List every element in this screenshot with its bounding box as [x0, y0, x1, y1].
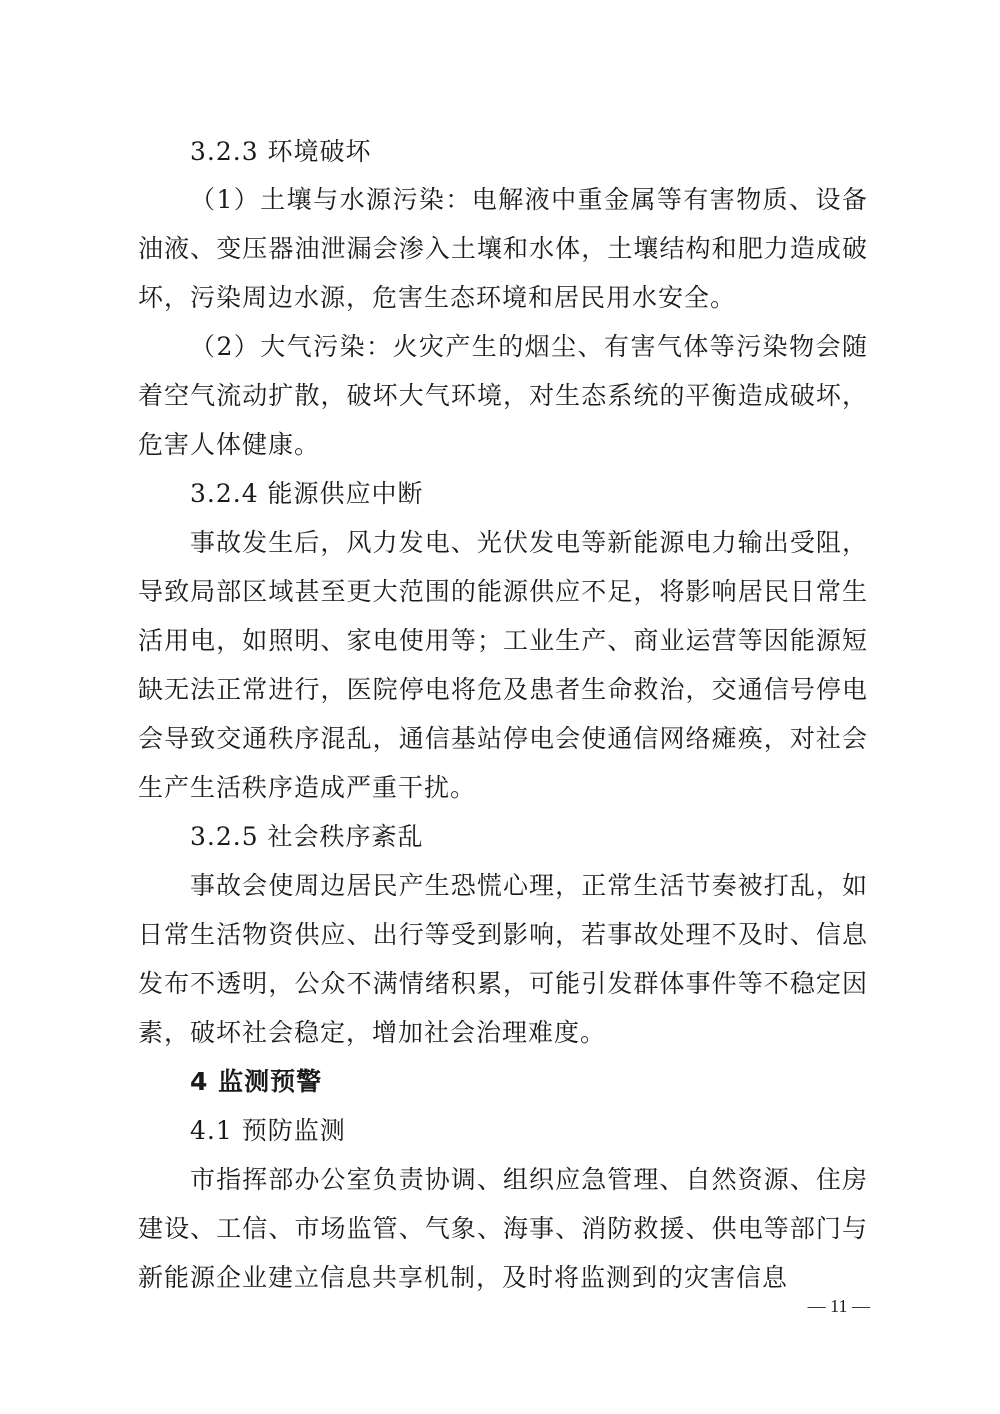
paragraph-soil-water-pollution: （1）土壤与水源污染：电解液中重金属等有害物质、设备油液、变压器油泄漏会渗入土壤和水体，土壤结构和肥力造成破坏，污染周边水源，危害生态环境和居民用水安全。	[138, 185, 868, 312]
paragraph-prevention-monitoring: 市指挥部办公室负责协调、组织应急管理、自然资源、住房建设、工信、市场监管、气象、海事、消防救援、供电等部门与新能源企业建立信息共享机制，及时将监测到的灾害信息	[138, 1165, 868, 1292]
section-heading-3-2-5: 3.2.5 社会秩序紊乱	[190, 822, 424, 851]
section-heading-4-1: 4.1 预防监测	[190, 1116, 346, 1145]
paragraph-social-order-disorder: 事故会使周边居民产生恐慌心理，正常生活节奏被打乱，如日常生活物资供应、出行等受到影响，若事故处理不及时、信息发布不透明，公众不满情绪积累，可能引发群体事件等不稳定因素，破坏社会稳定，增加社会治理难度。	[138, 871, 868, 1047]
paragraph-energy-supply-interruption: 事故发生后，风力发电、光伏发电等新能源电力输出受阻，导致局部区域甚至更大范围的能源供应不足，将影响居民日常生活用电，如照明、家电使用等；工业生产、商业运营等因能源短缺无法正常进行，医院停电将危及患者生命救治，交通信号停电会导致交通秩序混乱，通信基站停电会使通信网络瘫痪，对社会生产生活秩序造成严重干扰。	[138, 528, 868, 802]
section-heading-3-2-4: 3.2.4 能源供应中断	[190, 479, 424, 508]
section-heading-3-2-3: 3.2.3 环境破坏	[190, 137, 372, 166]
page-number: — 11 —	[807, 1296, 870, 1316]
paragraph-air-pollution: （2）大气污染：火灾产生的烟尘、有害气体等污染物会随着空气流动扩散，破坏大气环境，对生态系统的平衡造成破坏，危害人体健康。	[138, 332, 868, 459]
chapter-heading-4: 4 监测预警	[190, 1067, 323, 1096]
